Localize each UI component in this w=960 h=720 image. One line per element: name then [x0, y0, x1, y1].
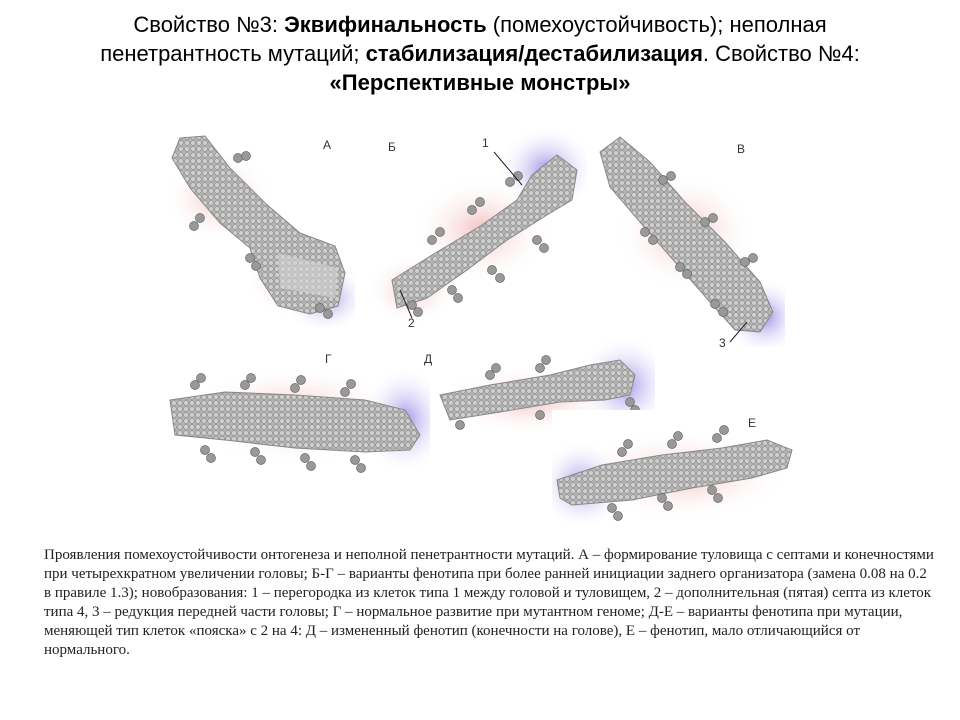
slide-title: [0, 10, 960, 97]
organism-g-image: [165, 340, 433, 475]
panel-e: [552, 410, 797, 525]
panel-b-label: Б: [388, 140, 396, 154]
organism-a-image: [160, 128, 355, 328]
panel-g-label: Г: [325, 352, 332, 366]
pointer-1-label: 1: [482, 136, 489, 150]
organism-b-image: [372, 130, 587, 330]
panel-a-label: А: [323, 138, 332, 152]
panel-v: [595, 132, 785, 350]
panel-v-label: В: [737, 142, 746, 156]
panel-b: [372, 130, 587, 330]
pointer-3-label: 3: [719, 336, 726, 350]
figure-caption: Проявления помехоустойчивости онтогенеза и неполной пенетрантности мутаций. А – формирование туловища с септами и конечностями при четырехкратном увеличении головы; Б-Г – варианты фенотипа при более ранней инициации заднего организатора (замена 0.08 на 0.2 в правиле 1.3); новобразования: 1 – перегородка из клеток типа 1 между головой и туловищем, 2 – дополнительная (пятая) септа из клеток типа 4, 3 – редукция передней части головы; Г – нормальное развитие при мутантном геноме; Д-Е – варианты фенотипа при мутации, меняющей тип клеток «пояска» с 2 на 4: Д – измененный фенотип (конечности на голове), Е – фенотип, мало отличающийся от нормального.: [44, 547, 934, 658]
organism-e-image: [552, 410, 797, 525]
panel-g: [165, 340, 433, 475]
title-line-2: пенетрантность мутаций; стабилизация/дестабилизация. Свойство №4:: [100, 41, 860, 66]
panel-d-label: Д: [424, 352, 433, 366]
title-line-1: Свойство №3: Эквифинальность (помехоустойчивость); неполная: [133, 12, 827, 37]
organism-v-image: [595, 132, 785, 347]
panel-a: [160, 128, 355, 328]
title-line-3: «Перспективные монстры»: [329, 70, 631, 95]
pointer-2-label: 2: [408, 316, 415, 330]
panel-e-label: Е: [748, 416, 757, 430]
